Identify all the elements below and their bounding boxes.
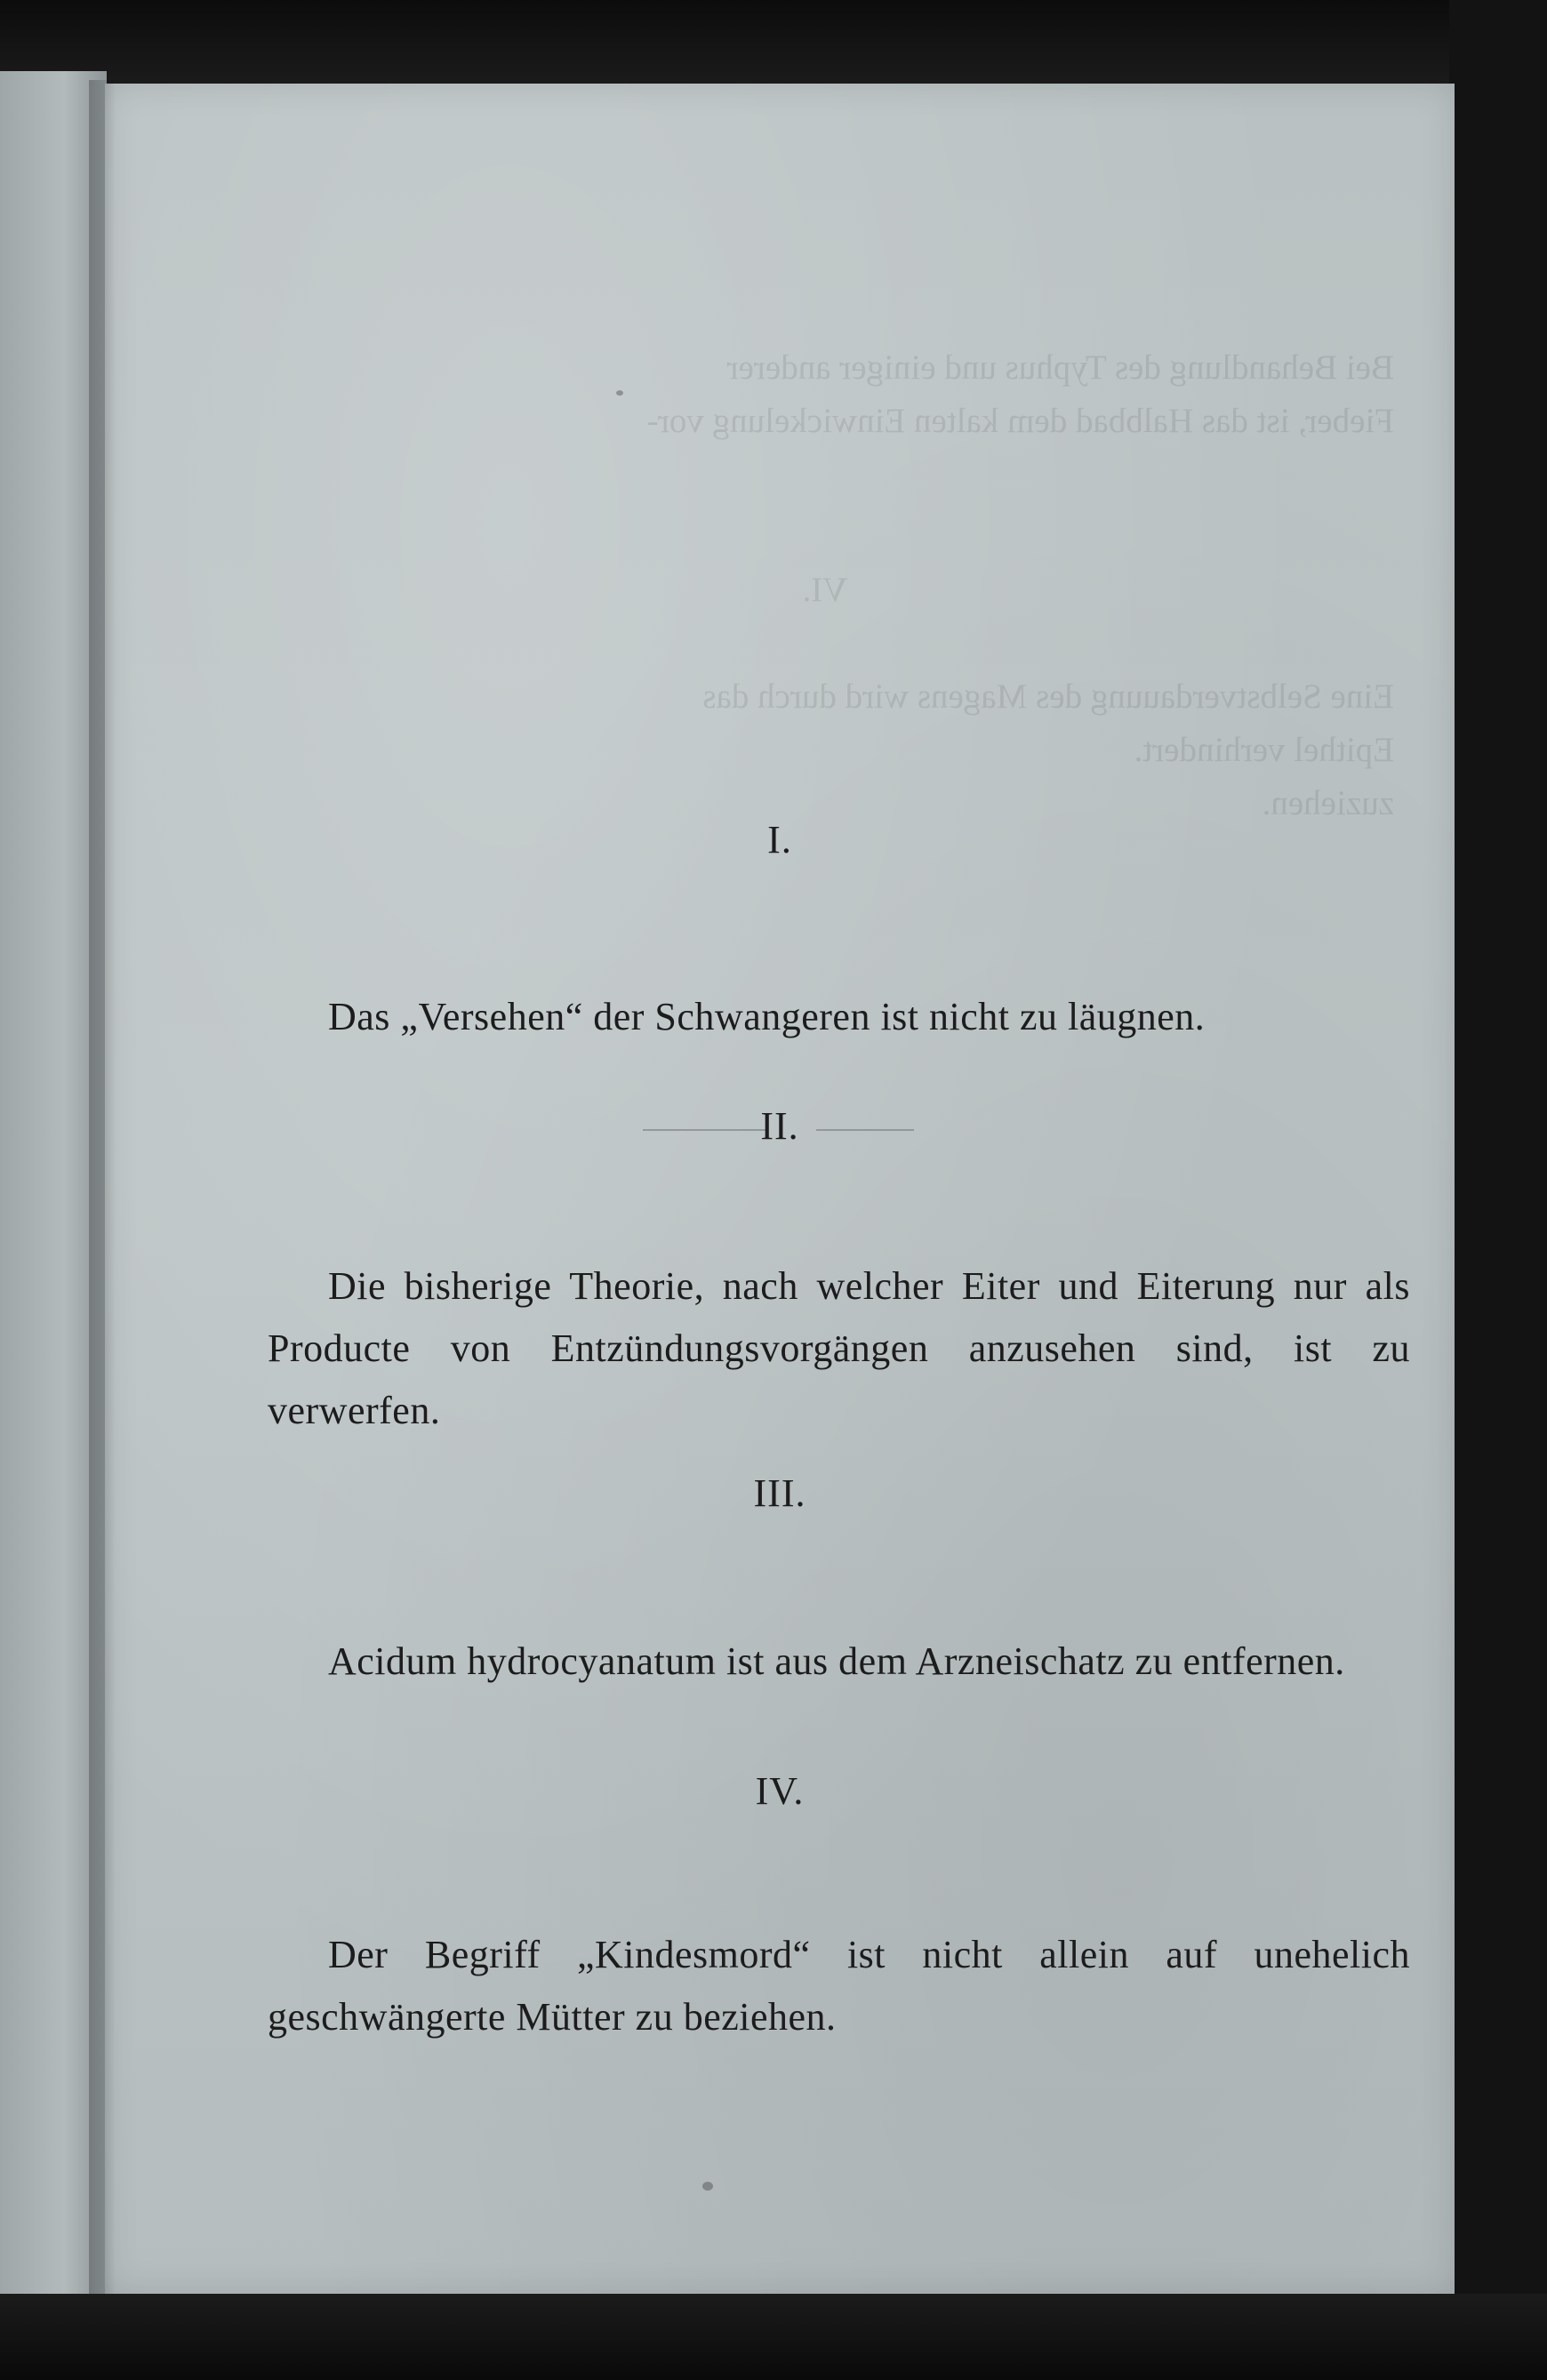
thesis-numeral-1: I. (767, 818, 792, 861)
page-gutter-shadow (89, 80, 116, 2294)
bleed-through-line: zuziehen. (1262, 784, 1394, 822)
document-page (105, 84, 1455, 2294)
thesis-text-3: Acidum hydrocyanatum ist aus dem Arzneischatz zu entfernen. (328, 1639, 1345, 1683)
bleed-through-line: Epithel verhindert. (1134, 731, 1394, 769)
scan-backdrop-right (1449, 0, 1547, 2380)
thesis-text-1: Das „Versehen“ der Schwangeren ist nicht zu läugnen. (328, 995, 1206, 1038)
rule-right (816, 1129, 914, 1131)
paper-speck (702, 2182, 713, 2191)
thesis-numeral-4: IV. (755, 1769, 805, 1813)
thesis-numeral-3: III. (753, 1471, 806, 1515)
bleed-through-line: Bei Behandlung des Typhus und einiger anderer (726, 349, 1394, 387)
bleed-through-line: Fieber, ist das Halbbad dem kalten Einwickelung vor- (646, 402, 1394, 440)
thesis-text-4: Der Begriff „Kindesmord“ ist nicht allein auf unehelich geschwängerte Mütter zu beziehen. (268, 1933, 1410, 2039)
scan-backdrop-top (0, 0, 1547, 85)
scan-backdrop-bottom (0, 2294, 1547, 2380)
bleed-through-line: Eine Selbstverdauung des Magens wird durch das (702, 677, 1394, 716)
bleed-through-line: VI. (802, 571, 848, 609)
paper-speck (616, 390, 623, 396)
thesis-text-2: Die bisherige Theorie, nach welcher Eiter und Eiterung nur als Producte von Entzündungsvorgängen anzusehen sind, ist zu verwerfen. (268, 1264, 1410, 1432)
thesis-numeral-2: II. (760, 1104, 799, 1148)
